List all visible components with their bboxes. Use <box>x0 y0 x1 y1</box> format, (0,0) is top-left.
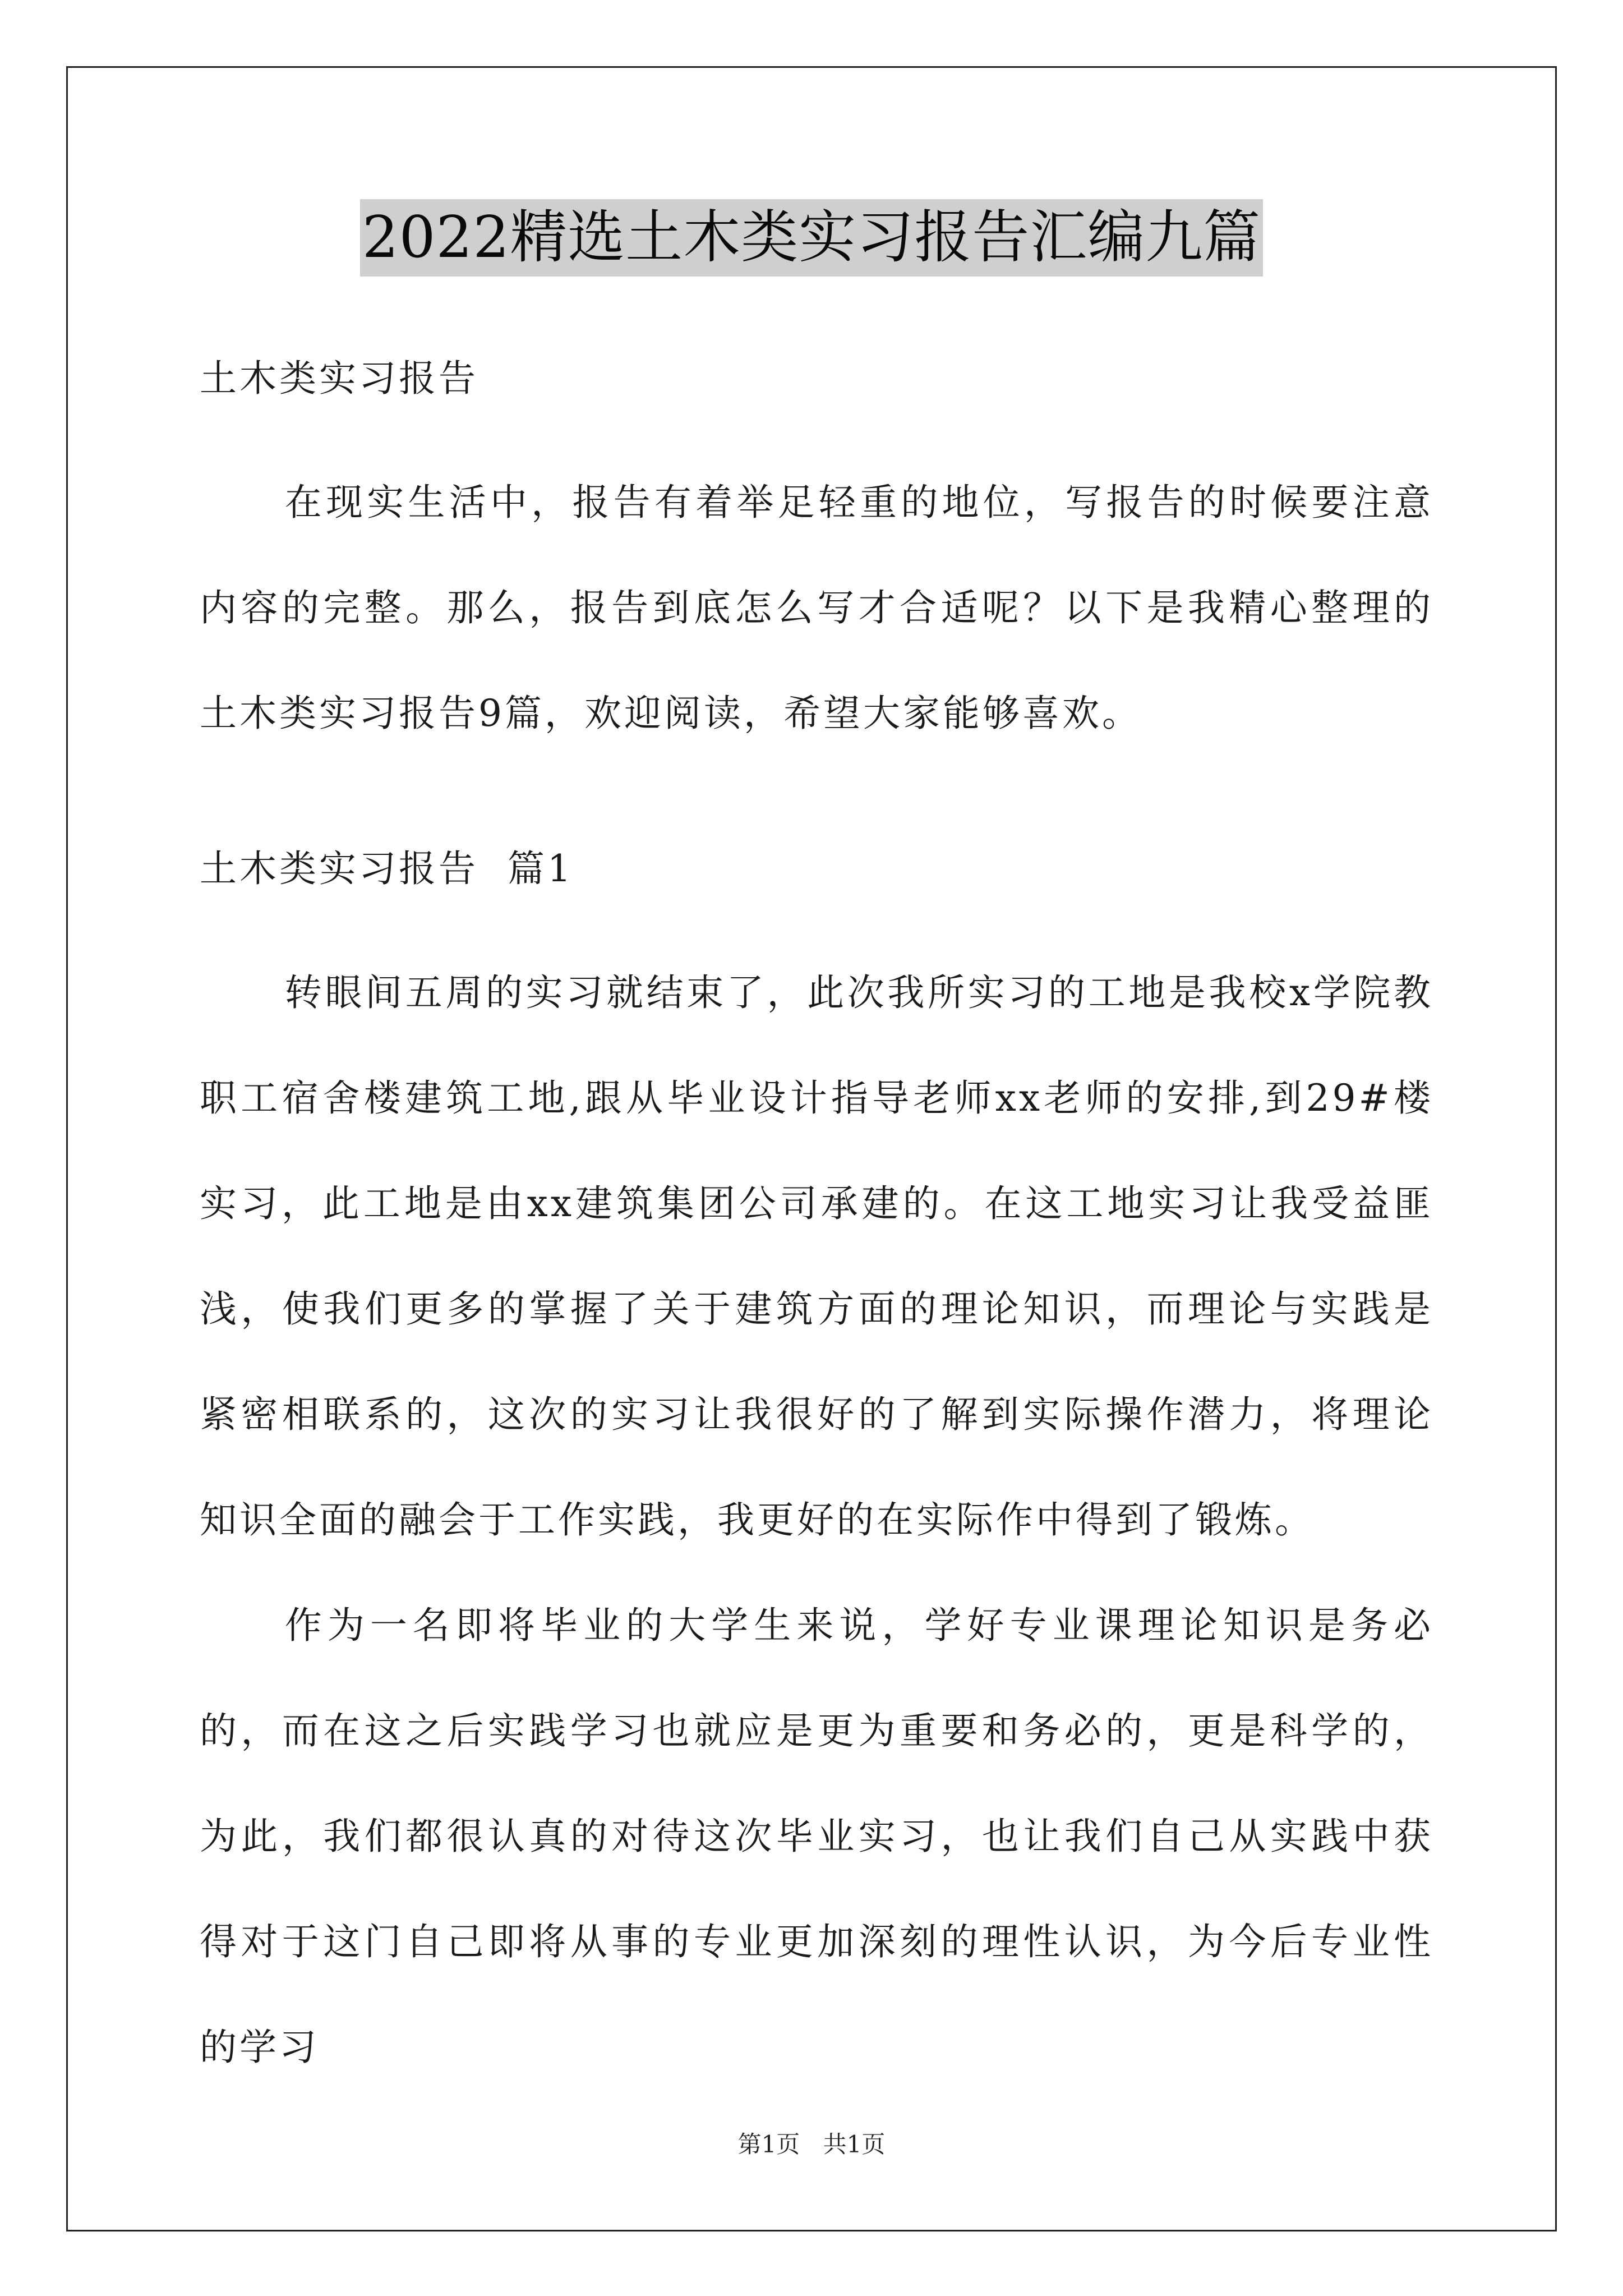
section-gap <box>200 766 1433 834</box>
document-body <box>200 343 1433 2100</box>
intro-paragraph: 在现实生活中，报告有着举足轻重的地位，写报告的时候要注意内容的完整。那么，报告到底怎么写才合适呢？以下是我精心整理的土木类实习报告9篇，欢迎阅读，希望大家能够喜欢。 <box>200 481 1433 735</box>
intro-heading: 土木类实习报告 <box>200 357 478 400</box>
document-title: 2022精选土木类实习报告汇编九篇 <box>360 199 1264 277</box>
intro-paragraph-block <box>200 450 1433 766</box>
title-container <box>0 199 1623 277</box>
page-number: 第1页 <box>737 2131 800 2158</box>
total-pages: 共1页 <box>823 2131 886 2158</box>
page-footer <box>0 2126 1623 2160</box>
section1-heading: 土木类实习报告 篇1 <box>200 847 574 890</box>
section1-paragraph-1: 转眼间五周的实习就结束了，此次我所实习的工地是我校x学院教职工宿舍楼建筑工地,跟从毕业设计指导老师xx老师的安排,到29#楼实习，此工地是由xx建筑集团公司承建的。在这工地实习让我受益匪浅，使我们更多的掌握了关于建筑方面的理论知识，而理论与实践是紧密相联系的，这次的实习让我很好的了解到实际操作潜力，将理论知识全面的融会于工作实践，我更好的在实际作中得到了锻炼。 <box>200 971 1433 1542</box>
section1-paragraph-block <box>200 940 1433 2100</box>
section1-paragraph-2: 作为一名即将毕业的大学生来说，学好专业课理论知识是务必的，而在这之后实践学习也就应是更为重要和务必的，更是科学的，为此，我们都很认真的对待这次毕业实习，也让我们自己从实践中获得对于这门自己即将从事的专业更加深刻的理性认识，为今后专业性的学习 <box>200 1604 1433 2069</box>
